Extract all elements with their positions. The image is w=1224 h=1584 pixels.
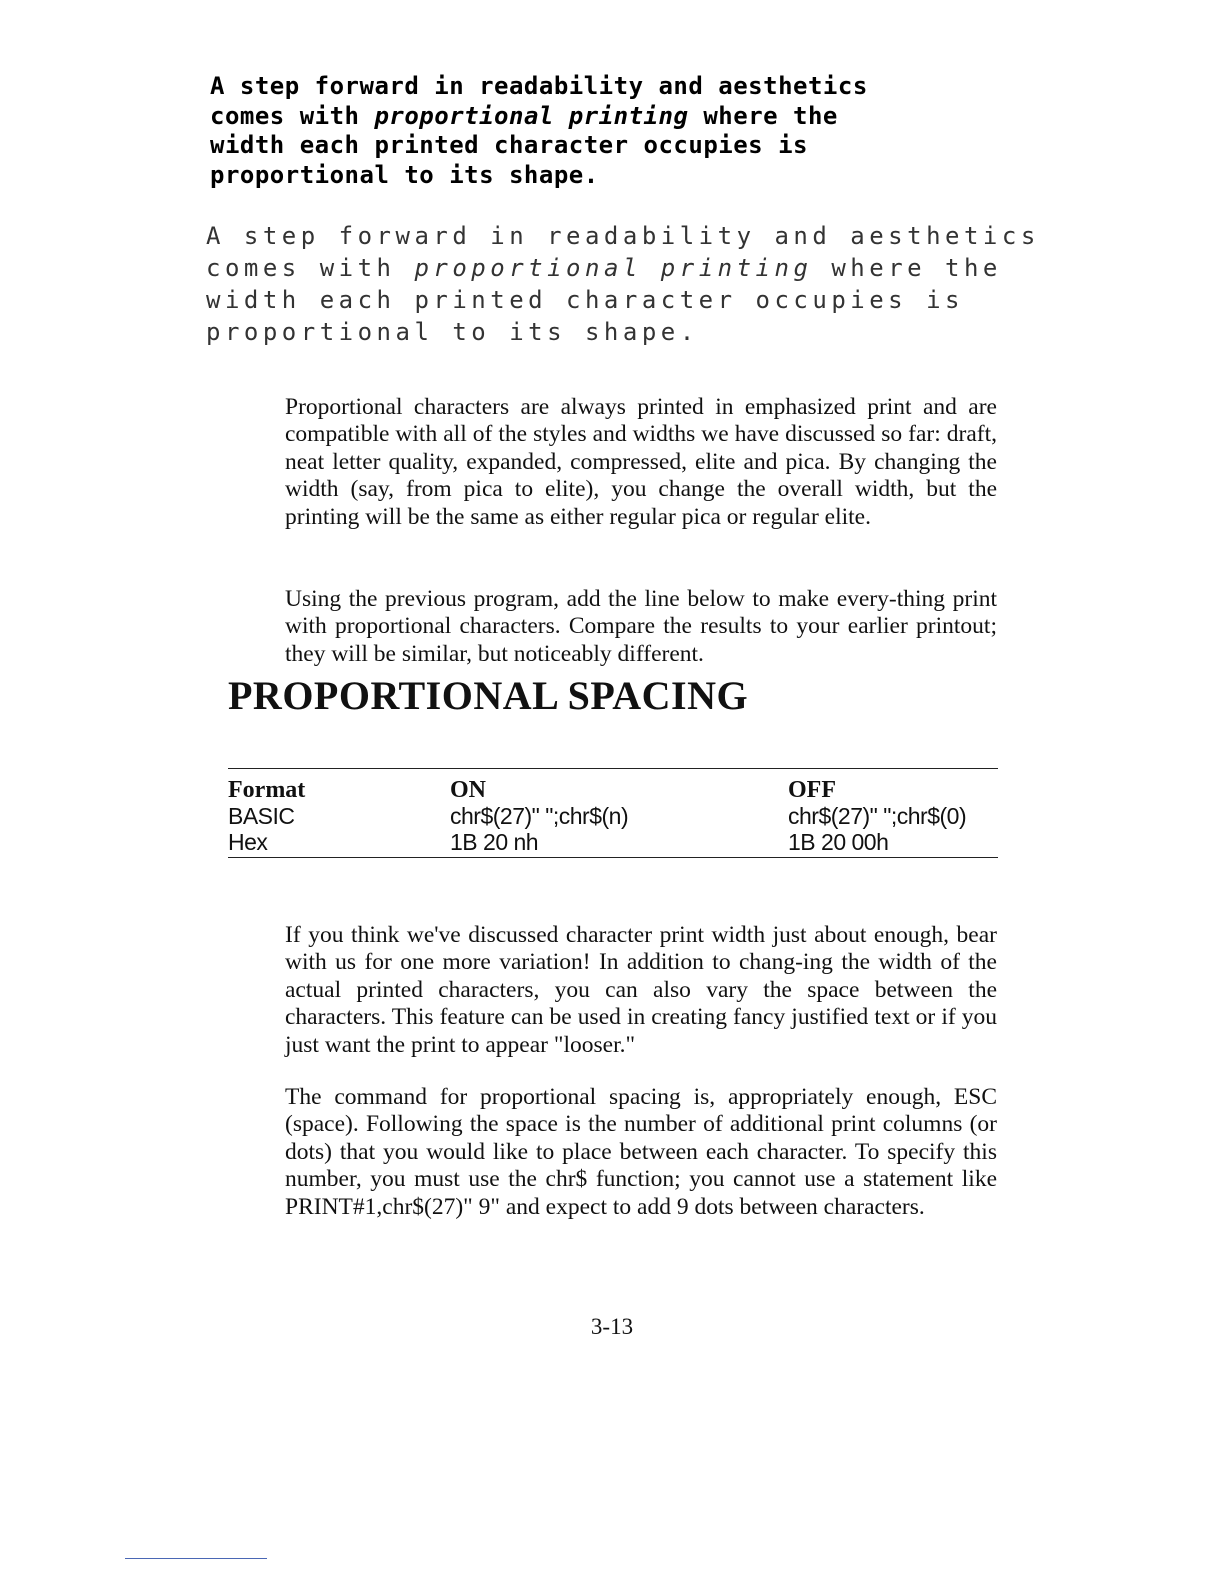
sample-bold-line-1: A step forward in readability and aesthetics [210, 72, 868, 100]
sample-light-line-1: A step forward in readability and aesthetics [206, 222, 1040, 250]
paragraph-proportional-characters: Proportional characters are always printed in emphasized print and are compatible with all of the styles and widths we have discussed so far: draft, neat letter quality, expanded, compressed, elite and pica. By changing the width (say, from pica to elite), you change the overall width, but the printing will be the same as either regular pica or regular elite. [285, 393, 997, 530]
sample-light-line-2-end: where the [812, 254, 1002, 282]
table-header-off: OFF [788, 776, 836, 803]
paragraph-previous-program: Using the previous program, add the line below to make every-thing print with proportional characters. Compare the results to your earlier printout; they will be similar, but noticeably different. [285, 585, 997, 667]
page-number: 3-13 [590, 1314, 634, 1339]
footer-divider [125, 1558, 267, 1559]
table-cell-on: 1B 20 nh [450, 828, 539, 855]
table-cell-format: BASIC [228, 802, 295, 829]
table-cell-off: 1B 20 00h [788, 828, 889, 855]
section-heading: PROPORTIONAL SPACING [228, 673, 749, 718]
table-header-format: Format [228, 776, 306, 803]
table-row [228, 829, 998, 855]
sample-bold-line-2-end: where the [688, 101, 838, 130]
sample-bold-line-4: proportional to its shape. [210, 160, 599, 189]
sample-light-line-2-italic: proportional printing [414, 254, 813, 282]
sample-light-line-2-start: comes with [206, 254, 415, 282]
table-cell-format: Hex [228, 828, 268, 855]
table-header-on: ON [450, 776, 486, 803]
command-format-table [228, 768, 998, 858]
sample-light-line-2 [206, 252, 1026, 284]
sample-light-line-3: width each printed character occupies is [206, 286, 964, 314]
spaced-print-sample [206, 220, 1040, 348]
paragraph-print-width-variation: If you think we've discussed character print width just about enough, bear with us for one more variation! In addition to chang-ing the width of the actual printed characters, you can also vary the space between the characters. This feature can be used in creating fancy justified text or if you just want the print to appear "looser." [285, 921, 997, 1058]
sample-light-line-4: proportional to its shape. [206, 318, 699, 346]
sample-bold-line-2 [210, 102, 1000, 132]
table-row [228, 803, 998, 829]
table-header-row [228, 777, 998, 803]
sample-bold-line-2-italic: proportional printing [374, 101, 689, 130]
sample-bold-line-2-start: comes with [210, 101, 375, 130]
sample-bold-line-3: width each printed character occupies is [210, 131, 808, 159]
table-cell-off: chr$(27)" ";chr$(0) [788, 802, 967, 829]
table-cell-on: chr$(27)" ";chr$(n) [450, 802, 629, 829]
emphasized-print-sample [210, 72, 1000, 190]
paragraph-esc-space-command: The command for proportional spacing is, appropriately enough, ESC (space). Following the space is the number of additional print columns (or dots) that you would like to place between each character. To specify this number, you must use the chr$ function; you cannot use a statement like PRINT#1,chr$(27)" 9" and expect to add 9 dots between characters. [285, 1083, 997, 1220]
